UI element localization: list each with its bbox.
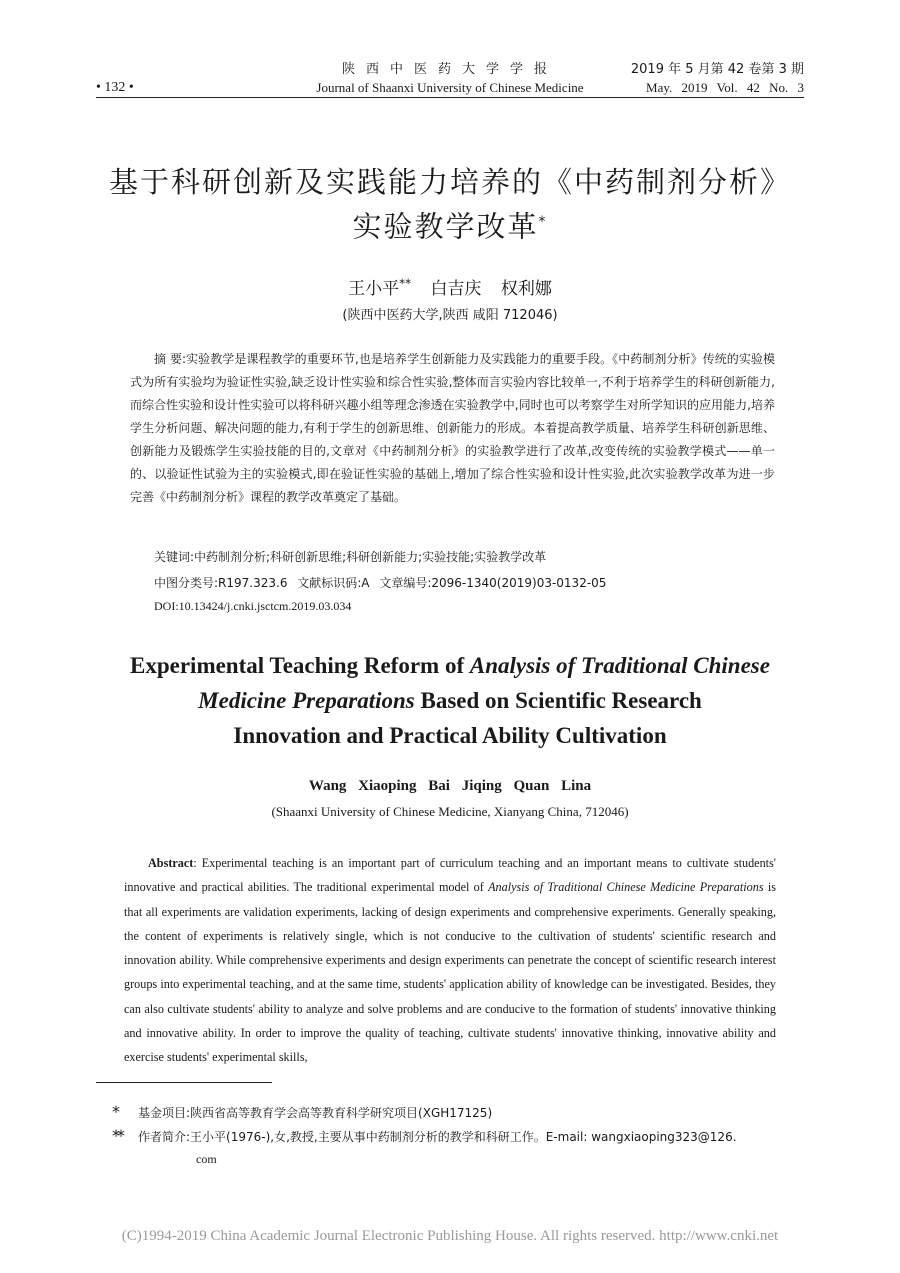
- copyright-footer: (C)1994-2019 China Academic Journal Electronic Publishing House. All rights reserved. http://www.cnki.net: [121, 1228, 779, 1244]
- footnote-author-bio-cont: com: [196, 1152, 217, 1166]
- footnote-author-bio: [112, 1125, 812, 1170]
- article-title-en: [80, 648, 820, 753]
- page-number: • 132 •: [96, 80, 134, 95]
- issue-info-cn: 2019 年 5 月第 42 卷第 3 期: [630, 62, 804, 77]
- affiliation-en: (Shaanxi University of Chinese Medicine, Xianyang China, 712046): [271, 804, 629, 819]
- abstract-en-part-2: is that all experiments are validation experiments, lacking of design experiments and comprehensive experiments. Generally speaking, the content of experiments is relatively single, which is not conducive to the cultivation of students' scientific research and innovation ability. While comprehensive experiments and design experiments can penetrate the concept of scientific research interest groups into experimental teaching, and at the same time, students' application ability of knowledge can be investigated. Besides, they can also cultivate students' ability to analyze and solve problems and are conducive to the formation of students' innovative thinking and innovative ability. In order to improve the quality of teaching, cultivate students' innovative thinking, innovative ability and exercise students' experimental skills,: [124, 880, 776, 1065]
- keywords-cn: 关键词:中药制剂分析;科研创新思维;科研创新能力;实验技能;实验教学改革: [154, 550, 547, 564]
- journal-name-en: Journal of Shaanxi University of Chinese Medicine: [316, 80, 584, 95]
- abstract-en-italic-title: Analysis of Traditional Chinese Medicine Preparations: [488, 880, 764, 895]
- article-title-cn: [80, 162, 820, 247]
- author-others-cn: 白吉庆 权利娜: [430, 279, 552, 299]
- title-en-line-2-a: Medicine Preparations: [198, 688, 415, 713]
- author-first-cn: 王小平: [348, 279, 400, 299]
- authors-en: Wang Xiaoping Bai Jiqing Quan Lina: [308, 778, 592, 794]
- classification-line: 中图分类号:R197.323.6 文献标识码:A 文章编号:2096-1340(2019)03-0132-05: [154, 576, 607, 590]
- footnote-mark-1: *: [112, 1102, 117, 1121]
- footnote-mark-2: **: [112, 1126, 122, 1145]
- abstract-en-label: Abstract: [148, 856, 194, 870]
- header-rule: [96, 97, 804, 98]
- title-footnote-mark: *: [538, 214, 548, 230]
- issue-info-en: May. 2019 Vol. 42 No. 3: [646, 80, 804, 95]
- title-en-line-2: [80, 683, 820, 718]
- abstract-cn: 摘 要:实验教学是课程教学的重要环节,也是培养学生创新能力及实践能力的重要手段。《中药制剂分析》传统的实验模式为所有实验均为验证性实验,缺乏设计性实验和综合性实验,整体而言实验内容比较单一,不利于培养学生的科研创新能力,而综合性实验和设计性实验可以将科研兴趣小组等理念渗透在实验教学中,同时也可以考察学生对所学知识的应用能力,培养学生分析问题、解决问题的能力,有利于学生的创新思维、创新能力的形成。本着提高教学质量、培养学生科研创新思维、创新能力及锻炼学生实验技能的目的,文章对《中药制剂分析》的实验教学进行了改革,改变传统的实验教学模式——单一的、以验证性试验为主的实验模式,即在验证性实验的基础上,增加了综合性实验和设计性实验,此次实验教学改革为进一步完善《中药制剂分析》课程的教学改革奠定了基础。: [130, 352, 775, 504]
- affiliation-cn: (陕西中医药大学,陕西 咸阳 712046): [342, 308, 558, 323]
- doi: DOI:10.13424/j.cnki.jsctcm.2019.03.034: [154, 599, 352, 613]
- abstract-en-part-1: : Experimental teaching is an important part of curriculum teaching and an important means to cultivate students' innovative and practical abilities. The traditional experimental model of: [124, 856, 776, 895]
- title-en-line-1-a: Experimental Teaching Reform of: [130, 653, 470, 678]
- footnote-funding: [112, 1102, 492, 1121]
- title-cn-line-1: 基于科研创新及实践能力培养的《中药制剂分析》: [108, 165, 791, 199]
- authors-cn: [0, 274, 900, 299]
- title-cn-line-2: [80, 202, 820, 247]
- title-en-line-1: [80, 648, 820, 683]
- title-en-line-3: Innovation and Practical Ability Cultivation: [233, 723, 667, 748]
- footnote-rule: [96, 1082, 272, 1083]
- footnote-funding-text: 基金项目:陕西省高等教育学会高等教育科学研究项目(XGH17125): [138, 1106, 493, 1120]
- journal-name-cn: 陕西中医药大学学报: [341, 62, 558, 77]
- journal-header: [300, 61, 600, 97]
- author-footnote-mark: **: [399, 276, 412, 291]
- issue-info: [631, 61, 804, 97]
- abstract-en: [124, 851, 776, 1070]
- footnote-author-bio-text: 作者简介:王小平(1976-),女,教授,主要从事中药制剂分析的教学和科研工作。E-mail: wangxiaoping323@126.: [138, 1130, 737, 1144]
- title-en-line-2-b: Based on Scientific Research: [414, 688, 702, 713]
- title-en-line-1-b: Analysis of Traditional Chinese: [469, 653, 770, 678]
- title-cn-line-2-text: 实验教学改革: [352, 209, 539, 244]
